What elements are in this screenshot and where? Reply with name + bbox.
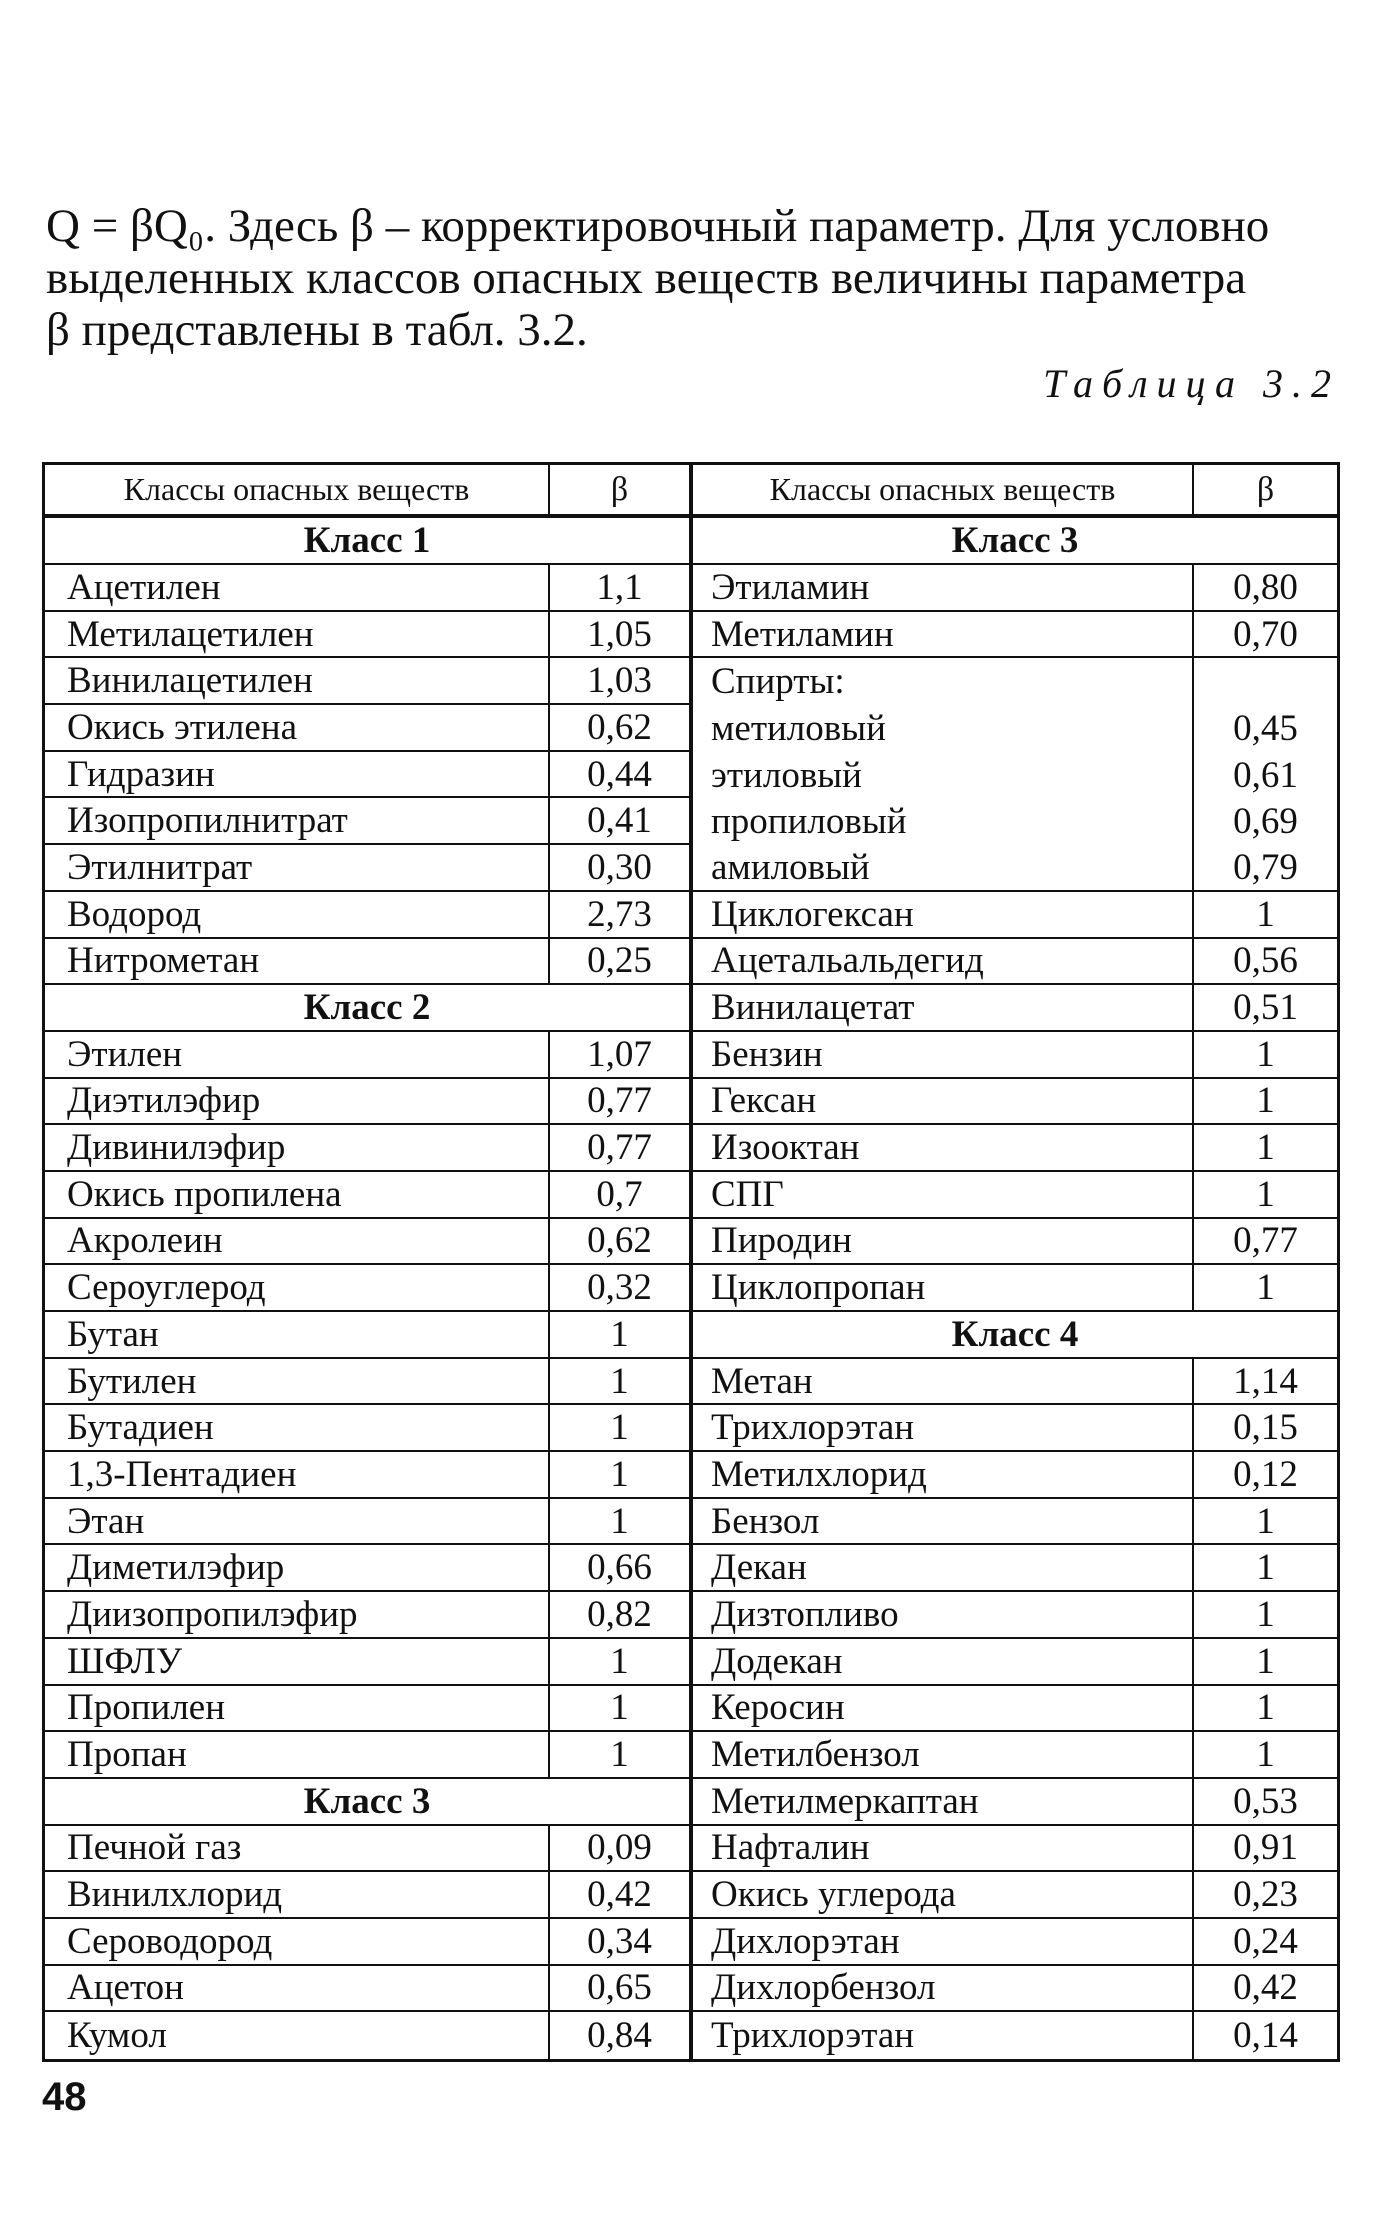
table-row xyxy=(693,1499,1337,1546)
table-row xyxy=(45,705,689,752)
substance-name: Ацетилен xyxy=(45,565,550,610)
beta-value: 0,62 xyxy=(587,1220,652,1262)
table-row xyxy=(45,1545,689,1592)
beta-value: 0,61 xyxy=(1233,754,1298,796)
substance-name: Диэтилэфир xyxy=(45,1079,550,1124)
beta-value xyxy=(1194,658,1337,705)
table-body xyxy=(45,518,1337,2059)
beta-value: 1 xyxy=(610,1687,629,1729)
table-row xyxy=(693,985,1337,1032)
class-header-row: Класс 2 xyxy=(45,985,689,1032)
table-row xyxy=(693,1172,1337,1219)
beta-value: 0,80 xyxy=(1233,566,1298,608)
substance-name: Окись углерода xyxy=(693,1872,1194,1917)
substance-name: Печной газ xyxy=(45,1826,550,1871)
beta-value: 0,24 xyxy=(1233,1920,1298,1962)
intro-paragraph xyxy=(46,200,1341,356)
substance-name: Диметилэфир xyxy=(45,1545,550,1590)
beta-value: 1 xyxy=(610,1453,629,1495)
table-row xyxy=(693,1639,1337,1686)
table-row xyxy=(693,565,1337,612)
substance-name: Метилхлорид xyxy=(693,1452,1194,1497)
beta-value: 1 xyxy=(1256,1080,1275,1122)
substance-name: Этилен xyxy=(45,1032,550,1077)
beta-value: 1 xyxy=(610,1407,629,1449)
beta-value: 2,73 xyxy=(587,893,652,935)
substance-name: Изооктан xyxy=(693,1125,1194,1170)
substance-name: Трихлорэтан xyxy=(693,1405,1194,1450)
table-row xyxy=(45,1172,689,1219)
table-row xyxy=(45,1032,689,1079)
substance-name: Этан xyxy=(45,1499,550,1544)
table-row xyxy=(693,939,1337,986)
beta-value: 1 xyxy=(1256,1500,1275,1542)
substance-name: Изопропилнитрат xyxy=(45,798,550,843)
table-row xyxy=(45,658,689,705)
intro-line-3: β представлены в табл. 3.2. xyxy=(46,304,588,356)
table-row xyxy=(45,1405,689,1452)
beta-value: 1 xyxy=(1256,893,1275,935)
beta-value: 0,51 xyxy=(1233,987,1298,1029)
column-header-name: Классы опасных веществ xyxy=(693,465,1194,514)
substance-name: 1,3-Пентадиен xyxy=(45,1452,550,1497)
substance-name: Метилбензол xyxy=(693,1732,1194,1777)
beta-value: 1 xyxy=(610,1500,629,1542)
beta-value: 0,69 xyxy=(1233,801,1298,843)
table-row xyxy=(45,798,689,845)
table-row xyxy=(45,1732,689,1779)
substance-name: Окись пропилена xyxy=(45,1172,550,1217)
substance-name: пропиловый xyxy=(693,798,1194,845)
beta-value: 0,77 xyxy=(587,1127,652,1169)
beta-value: 1,03 xyxy=(587,660,652,702)
table-row xyxy=(45,1919,689,1966)
substance-name: Дихлорбензол xyxy=(693,1966,1194,2011)
table-row xyxy=(45,1872,689,1919)
beta-value: 0,44 xyxy=(587,753,652,795)
class-header-row: Класс 3 xyxy=(45,1779,689,1826)
beta-value: 0,45 xyxy=(1233,707,1298,749)
substance-name: Сероуглерод xyxy=(45,1265,550,1310)
table-row xyxy=(45,1826,689,1873)
beta-value: 1 xyxy=(610,1734,629,1776)
table-row xyxy=(693,1545,1337,1592)
column-header-beta: β xyxy=(610,470,629,508)
beta-value: 1 xyxy=(1256,1687,1275,1729)
beta-value: 0,79 xyxy=(1233,846,1298,888)
substance-name: Бутилен xyxy=(45,1359,550,1404)
table-row xyxy=(45,1966,689,2013)
beta-value: 1 xyxy=(1256,1734,1275,1776)
beta-value: 1 xyxy=(1256,1593,1275,1635)
hazard-classes-table xyxy=(42,462,1340,2062)
beta-value: 1 xyxy=(1256,1267,1275,1309)
table-row xyxy=(693,752,1337,799)
substance-name: Пропилен xyxy=(45,1686,550,1731)
beta-value: 0,77 xyxy=(587,1080,652,1122)
table-row xyxy=(693,2012,1337,2059)
substance-name: Трихлорэтан xyxy=(693,2012,1194,2059)
beta-value: 0,15 xyxy=(1233,1407,1298,1449)
substance-name: Бензин xyxy=(693,1032,1194,1077)
substance-name: Метилмеркаптан xyxy=(693,1779,1194,1824)
table-row xyxy=(693,845,1337,892)
table-row xyxy=(693,1872,1337,1919)
table-row xyxy=(693,1686,1337,1733)
table-row xyxy=(45,1312,689,1359)
table-row xyxy=(45,612,689,659)
substance-name: Дивинилэфир xyxy=(45,1125,550,1170)
beta-value: 1 xyxy=(1256,1640,1275,1682)
table-row xyxy=(693,1966,1337,2013)
beta-value: 0,56 xyxy=(1233,940,1298,982)
beta-value: 0,91 xyxy=(1233,1827,1298,1869)
substance-name: Декан xyxy=(693,1545,1194,1590)
beta-value: 0,23 xyxy=(1233,1874,1298,1916)
table-row xyxy=(45,1265,689,1312)
table-row xyxy=(45,1499,689,1546)
table-row xyxy=(693,1359,1337,1406)
beta-value: 1 xyxy=(1256,1547,1275,1589)
table-row xyxy=(693,658,1337,705)
table-row xyxy=(693,1219,1337,1266)
table-header-row xyxy=(45,465,1337,518)
table-row xyxy=(693,1265,1337,1312)
beta-value: 1 xyxy=(1256,1173,1275,1215)
substance-name: Водород xyxy=(45,892,550,937)
table-row xyxy=(693,798,1337,845)
substance-name: Бензол xyxy=(693,1499,1194,1544)
beta-value: 0,09 xyxy=(587,1827,652,1869)
table-row xyxy=(45,1639,689,1686)
substance-name: Дихлорэтан xyxy=(693,1919,1194,1964)
table-row xyxy=(45,1219,689,1266)
beta-value: 0,77 xyxy=(1233,1220,1298,1262)
table-row xyxy=(693,1732,1337,1779)
beta-value: 1,05 xyxy=(587,613,652,655)
class-header-row: Класс 4 xyxy=(693,1312,1337,1359)
substance-name: Окись этилена xyxy=(45,705,550,750)
substance-name: Ацетальальдегид xyxy=(693,939,1194,984)
substance-name: ШФЛУ xyxy=(45,1639,550,1684)
substance-name: Сероводород xyxy=(45,1919,550,1964)
beta-value: 0,34 xyxy=(587,1920,652,1962)
beta-value: 1 xyxy=(610,1313,629,1355)
substance-name: амиловый xyxy=(693,845,1194,890)
substance-name: Кумол xyxy=(45,2012,550,2059)
table-row xyxy=(45,1686,689,1733)
substance-name: Акролеин xyxy=(45,1219,550,1264)
substance-name: Пиродин xyxy=(693,1219,1194,1264)
beta-value: 1,1 xyxy=(596,566,643,608)
substance-name: Нафталин xyxy=(693,1826,1194,1871)
beta-value: 0,32 xyxy=(587,1267,652,1309)
intro-line-1: Q = βQ₀. Здесь β – корректировочный параметр. Для условно xyxy=(46,200,1270,252)
table-row xyxy=(693,892,1337,939)
beta-value: 0,65 xyxy=(587,1967,652,2009)
substance-name: Дизтопливо xyxy=(693,1592,1194,1637)
table-row xyxy=(45,1452,689,1499)
beta-value: 0,82 xyxy=(587,1593,652,1635)
substance-name: Циклопропан xyxy=(693,1265,1194,1310)
beta-value: 1,14 xyxy=(1233,1360,1298,1402)
table-row xyxy=(693,705,1337,752)
table-row xyxy=(45,892,689,939)
substance-name: Винилацетат xyxy=(693,985,1194,1030)
substance-name: этиловый xyxy=(693,752,1194,799)
beta-value: 0,41 xyxy=(587,800,652,842)
table-row xyxy=(693,1919,1337,1966)
substance-name: Винилхлорид xyxy=(45,1872,550,1917)
table-row xyxy=(45,1125,689,1172)
substance-name: Керосин xyxy=(693,1686,1194,1731)
substance-name: Винилацетилен xyxy=(45,658,550,703)
beta-value: 0,25 xyxy=(587,940,652,982)
substance-name: Гексан xyxy=(693,1079,1194,1124)
substance-name: Этиламин xyxy=(693,565,1194,610)
beta-value: 0,7 xyxy=(596,1173,643,1215)
beta-value: 0,14 xyxy=(1233,2015,1298,2057)
table-row xyxy=(693,1032,1337,1079)
substance-name: Бутан xyxy=(45,1312,550,1357)
substance-name: Метан xyxy=(693,1359,1194,1404)
table-right-half xyxy=(689,518,1337,2059)
table-row xyxy=(45,1079,689,1126)
substance-name: СПГ xyxy=(693,1172,1194,1217)
beta-value: 0,12 xyxy=(1233,1453,1298,1495)
beta-value: 1 xyxy=(1256,1127,1275,1169)
table-row xyxy=(693,612,1337,659)
table-row xyxy=(693,1779,1337,1826)
beta-value: 0,42 xyxy=(1233,1967,1298,2009)
table-caption: Таблица 3.2 xyxy=(1043,361,1340,406)
beta-value: 0,62 xyxy=(587,706,652,748)
substance-name: Гидразин xyxy=(45,752,550,797)
substance-name: Пропан xyxy=(45,1732,550,1777)
column-header-name: Классы опасных веществ xyxy=(45,465,550,514)
substance-name: метиловый xyxy=(693,705,1194,752)
table-row xyxy=(693,1826,1337,1873)
beta-value: 1 xyxy=(610,1640,629,1682)
table-row xyxy=(45,752,689,799)
substance-name: Этилнитрат xyxy=(45,845,550,890)
table-header-right xyxy=(689,465,1337,514)
substance-name: Додекан xyxy=(693,1639,1194,1684)
table-row xyxy=(45,1359,689,1406)
page-number: 48 xyxy=(42,2075,87,2119)
beta-value: 1 xyxy=(610,1360,629,1402)
table-row xyxy=(693,1592,1337,1639)
substance-name: Метилацетилен xyxy=(45,612,550,657)
table-row xyxy=(45,939,689,986)
substance-name: Диизопропилэфир xyxy=(45,1592,550,1637)
beta-value: 1,07 xyxy=(587,1033,652,1075)
table-row xyxy=(45,565,689,612)
beta-value: 0,70 xyxy=(1233,613,1298,655)
substance-name: Нитрометан xyxy=(45,939,550,984)
substance-name: Ацетон xyxy=(45,1966,550,2011)
class-header-row: Класс 3 xyxy=(693,518,1337,565)
table-row xyxy=(45,845,689,892)
class-header-row: Класс 1 xyxy=(45,518,689,565)
beta-value: 0,42 xyxy=(587,1874,652,1916)
table-header-left xyxy=(45,465,689,514)
substance-name: Бутадиен xyxy=(45,1405,550,1450)
table-row xyxy=(45,1592,689,1639)
column-header-beta: β xyxy=(1256,470,1275,508)
substance-name: Метиламин xyxy=(693,612,1194,657)
table-row xyxy=(693,1452,1337,1499)
substance-name: Циклогексан xyxy=(693,892,1194,937)
beta-value: 0,84 xyxy=(587,2015,652,2057)
intro-line-2: выделенных классов опасных веществ величины параметра xyxy=(46,252,1247,304)
beta-value: 0,66 xyxy=(587,1547,652,1589)
beta-value: 0,30 xyxy=(587,846,652,888)
table-left-half xyxy=(45,518,689,2059)
table-row xyxy=(693,1405,1337,1452)
beta-value: 1 xyxy=(1256,1033,1275,1075)
substance-name: Спирты: xyxy=(693,658,1194,705)
table-row xyxy=(45,2012,689,2059)
table-row xyxy=(693,1125,1337,1172)
beta-value: 0,53 xyxy=(1233,1780,1298,1822)
table-row xyxy=(693,1079,1337,1126)
